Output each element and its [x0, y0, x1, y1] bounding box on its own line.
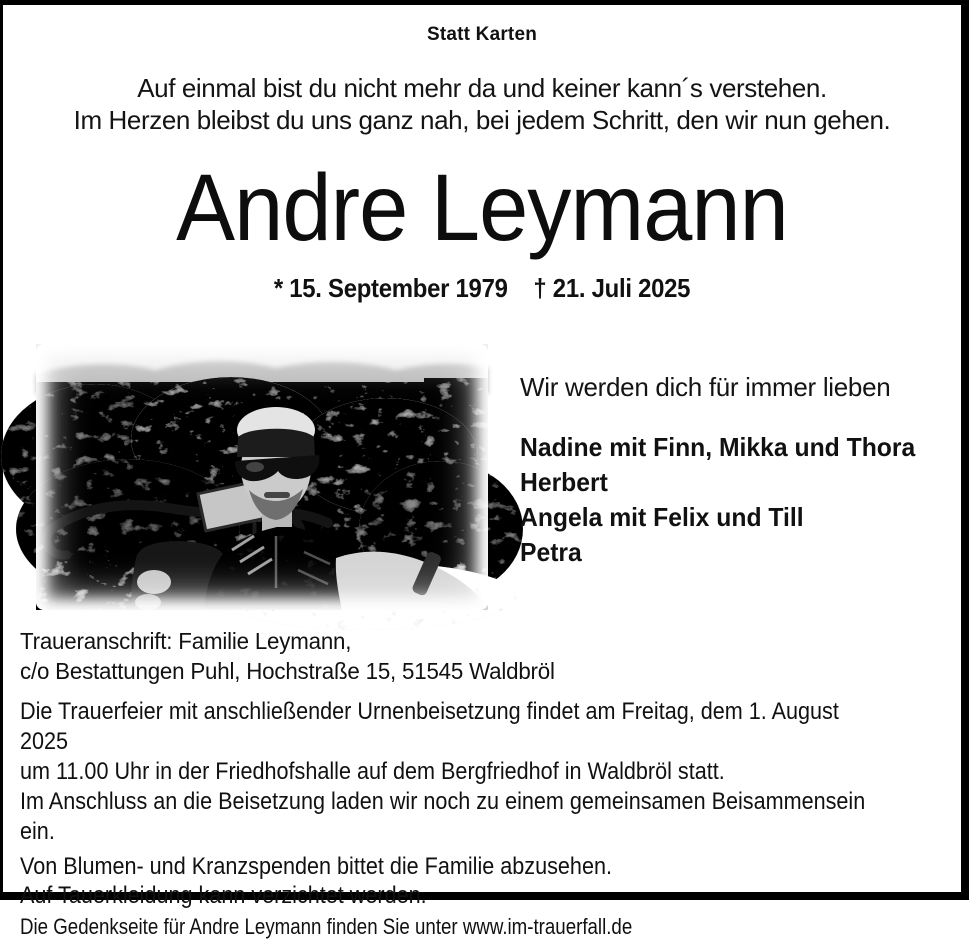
- address-line: c/o Bestattungen Puhl, Hochstraße 15, 51545 Waldbröl: [20, 658, 555, 684]
- mourners-block: [520, 344, 936, 570]
- memorial-page-note: Die Gedenkseite für Andre Leymann finden Sie unter www.im-trauerfall.de: [20, 914, 633, 939]
- mourners-names: [520, 430, 915, 570]
- memorial-photo: [36, 344, 488, 610]
- mourning-address: [20, 626, 933, 686]
- request-line: Auf Tauerkleidung kann verzichtet werden.: [20, 882, 427, 909]
- mourner-line: Petra: [520, 537, 582, 567]
- mourners-intro: Wir werden dich für immer lieben: [520, 372, 891, 402]
- mourner-line: Nadine mit Finn, Mikka und Thora: [520, 432, 916, 462]
- funeral-line: Im Anschluss an die Beisetzung laden wir noch zu einem gemeinsamen Beisammensein ein.: [20, 788, 866, 845]
- mourner-line: Angela mit Felix und Till: [520, 502, 804, 532]
- family-requests: [20, 852, 867, 910]
- funeral-details: [20, 626, 961, 941]
- epigraph: [3, 72, 961, 136]
- epigraph-line-1: Auf einmal bist du nicht mehr da und keiner kann´s verstehen.: [137, 73, 827, 103]
- address-line: Traueranschrift: Familie Leymann,: [20, 628, 352, 654]
- request-line: Von Blumen- und Kranzspenden bittet die Familie abzusehen.: [20, 853, 612, 880]
- deceased-name: Andre Leymann: [176, 155, 788, 261]
- funeral-line: Die Trauerfeier mit anschließender Urnenbeisetzung findet am Freitag, dem 1. August 2025: [20, 698, 839, 755]
- photo-and-mourners-row: [3, 344, 961, 610]
- memorial-photo-illustration: [36, 344, 488, 610]
- funeral-service-info: [20, 697, 867, 847]
- birth-date: * 15. September 1979: [273, 273, 508, 303]
- death-date: † 21. Juli 2025: [533, 273, 691, 303]
- mourner-line: Herbert: [520, 467, 608, 497]
- pre-header: Statt Karten: [426, 24, 538, 45]
- epigraph-line-2: Im Herzen bleibst du uns ganz nah, bei jedem Schritt, den wir nun gehen.: [73, 105, 891, 135]
- life-dates: [41, 272, 922, 304]
- funeral-line: um 11.00 Uhr in der Friedhofshalle auf dem Bergfriedhof in Waldbröl statt.: [20, 758, 725, 785]
